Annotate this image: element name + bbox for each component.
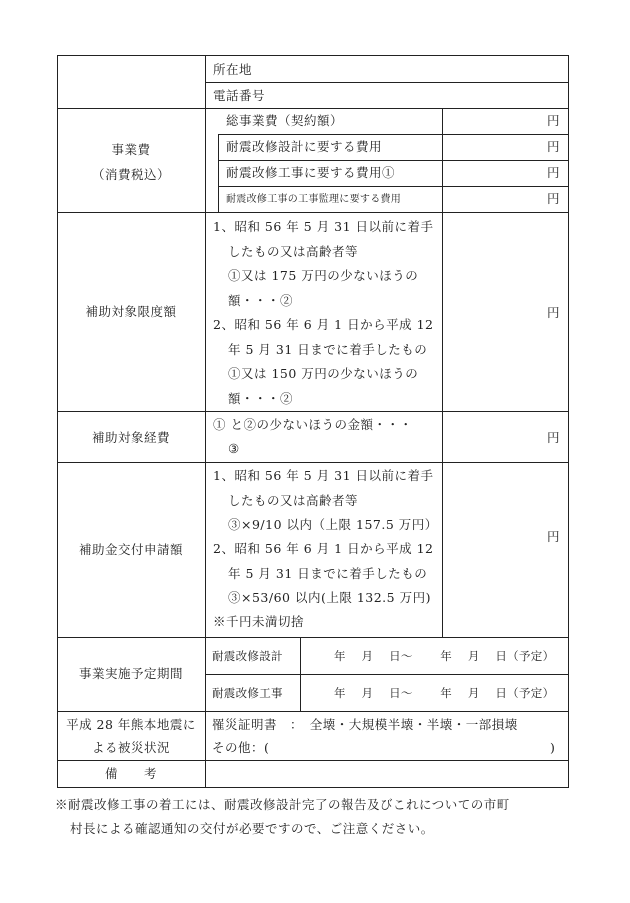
schedule-work-label: 耐震改修工事 bbox=[212, 686, 283, 700]
footnote-line2: 村長による確認通知の交付が必要ですので、ご注意ください。 bbox=[70, 821, 434, 836]
application-line: ※千円未満切捨 bbox=[213, 614, 305, 629]
other-close-paren: ) bbox=[550, 740, 556, 755]
limit-label: 補助対象限度額 bbox=[85, 304, 177, 319]
limit-line: 年 5 月 31 日までに着手したもの bbox=[228, 342, 428, 357]
eligible-line: ③ bbox=[228, 441, 240, 456]
limit-line: 額・・・② bbox=[228, 391, 294, 406]
schedule-design-dates: 年 月 日～ 年 月 日（予定） bbox=[334, 649, 555, 663]
phone-label: 電話番号 bbox=[213, 88, 266, 103]
yen-design: 円 bbox=[547, 139, 561, 154]
application-line: 2、昭和 56 年 6 月 1 日から平成 12 bbox=[213, 541, 434, 556]
limit-line: 額・・・② bbox=[228, 293, 294, 308]
footnote-line1: ※耐震改修工事の着工には、耐震改修設計完了の報告及びこれについての市町 bbox=[55, 797, 510, 812]
application-line: 年 5 月 31 日までに着手したもの bbox=[228, 566, 428, 581]
supervision-cost-label: 耐震改修工事の工事監理に要する費用 bbox=[226, 194, 402, 205]
limit-line: したもの又は高齢者等 bbox=[228, 244, 359, 259]
limit-line: ①又は 175 万円の少ないほうの bbox=[228, 268, 419, 283]
schedule-work-dates: 年 月 日～ 年 月 日（予定） bbox=[334, 686, 555, 700]
limit-line: 2、昭和 56 年 6 月 1 日から平成 12 bbox=[213, 317, 434, 332]
work-cost-label: 耐震改修工事に要する費用① bbox=[226, 165, 396, 180]
application-label: 補助金交付申請額 bbox=[78, 542, 184, 557]
earthquake-label-line1: 平成 28 年熊本地震に bbox=[66, 717, 196, 732]
disaster-certificate-line: 罹災証明書 ： 全壊・大規模半壊・半壊・一部損壊 bbox=[212, 717, 518, 732]
application-line: したもの又は高齢者等 bbox=[228, 493, 359, 508]
yen-limit: 円 bbox=[547, 305, 561, 320]
yen-supervision: 円 bbox=[547, 191, 561, 206]
project-cost-label: 事業費 bbox=[111, 142, 151, 157]
yen-eligible: 円 bbox=[547, 430, 561, 445]
limit-line: 1、昭和 56 年 5 月 31 日以前に着手 bbox=[213, 219, 434, 234]
total-cost-label: 総事業費（契約額） bbox=[226, 113, 344, 128]
earthquake-label-line2: よる被災状況 bbox=[91, 740, 171, 755]
schedule-design-label: 耐震改修設計 bbox=[212, 649, 283, 663]
application-line: ③×53/60 以内(上限 132.5 万円) bbox=[228, 590, 431, 605]
limit-line: ①又は 150 万円の少ないほうの bbox=[228, 366, 419, 381]
application-line: ③×9/10 以内（上限 157.5 万円） bbox=[228, 517, 438, 532]
yen-application: 円 bbox=[547, 529, 561, 544]
design-cost-label: 耐震改修設計に要する費用 bbox=[226, 139, 383, 154]
eligible-line: ① と②の少ないほうの金額・・・ bbox=[213, 417, 413, 432]
application-line: 1、昭和 56 年 5 月 31 日以前に着手 bbox=[213, 468, 434, 483]
eligible-label: 補助対象経費 bbox=[91, 430, 171, 445]
schedule-label: 事業実施予定期間 bbox=[78, 666, 184, 681]
yen-total: 円 bbox=[547, 113, 561, 128]
remarks-label: 備 考 bbox=[104, 766, 158, 781]
yen-work: 円 bbox=[547, 165, 561, 180]
other-label: その他：( bbox=[212, 740, 270, 755]
project-cost-sublabel: （消費税込） bbox=[91, 167, 171, 182]
address-label: 所在地 bbox=[213, 62, 253, 77]
